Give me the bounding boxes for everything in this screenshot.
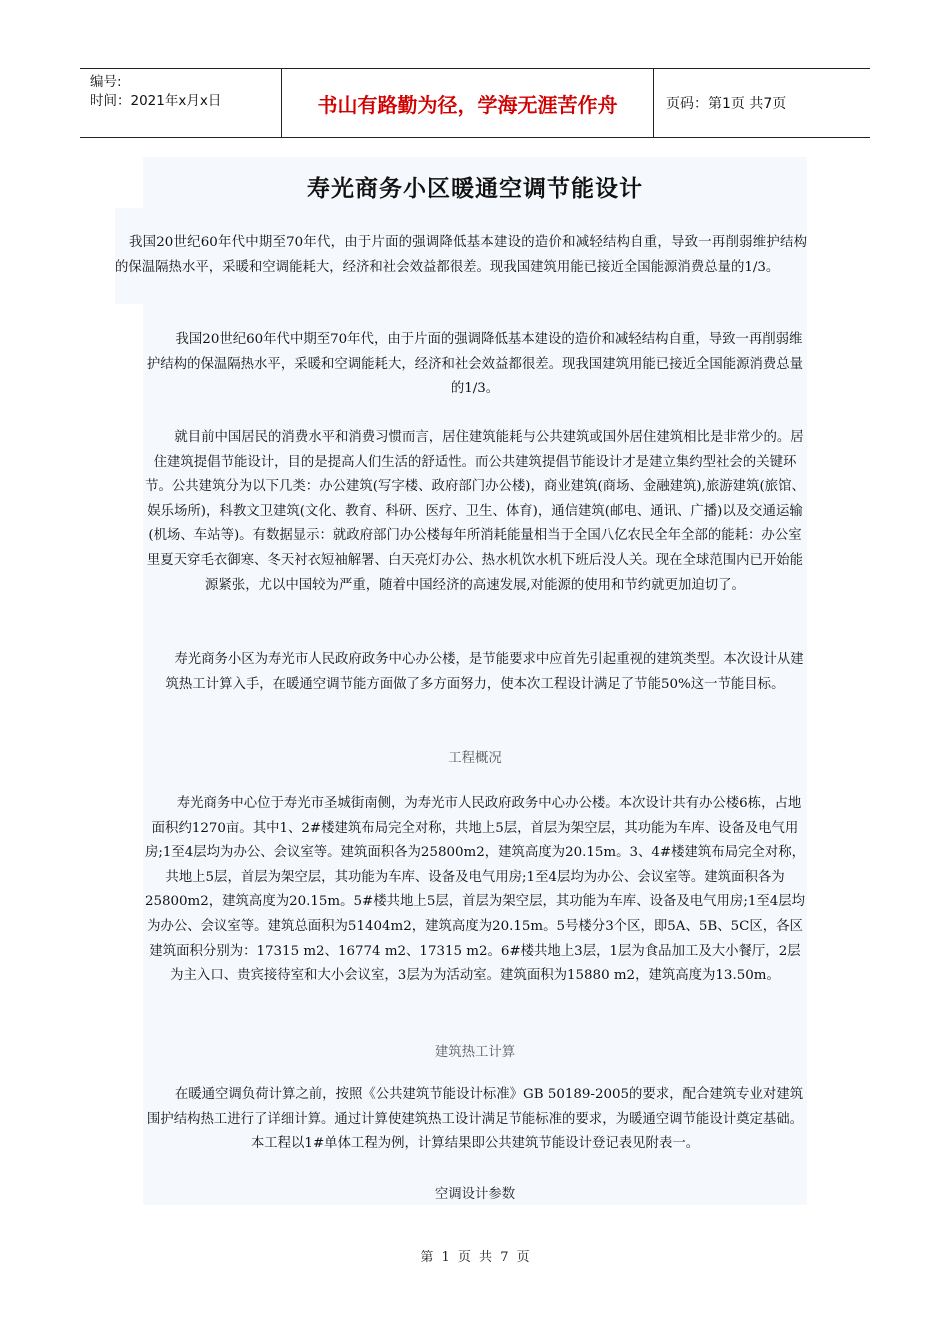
paragraph-1: 我国20世纪60年代中期至70年代，由于片面的强调降低基本建设的造价和减轻结构自重，导致一再削弱维护结构的保温隔热水平，采暖和空调能耗大，经济和社会效益都很差。现我国建筑用能已接近全国能源消费总量的1/3。 <box>115 235 807 275</box>
section-heading-thermal: 建筑热工计算 <box>434 1045 516 1060</box>
header-table <box>80 68 870 138</box>
paragraph-2: 我国20世纪60年代中期至70年代，由于片面的强调降低基本建设的造价和减轻结构自重，导致一再削弱维护结构的保温隔热水平，采暖和空调能耗大，经济和社会效益都很差。现我国建筑用能已接近全国能源消费总量的1/3。 <box>146 332 804 397</box>
document-time: 时间：2021年x月x日 <box>90 93 222 109</box>
section-heading-overview: 工程概况 <box>448 751 502 766</box>
section-heading-ac-params: 空调设计参数 <box>434 1187 516 1202</box>
header-motto: 书山有路勤为径，学海无涯苦作舟 <box>282 69 654 137</box>
paragraph-6: 在暖通空调负荷计算之前，按照《公共建筑节能设计标准》GB 50189-2005的要求，配合建筑专业对建筑围护结构热工进行了详细计算。通过计算使建筑热工设计满足节能标准的要求，为暖通空调节能设计奠定基础。本工程以1#单体工程为例，计算结果即公共建筑节能设计登记表见附表一。 <box>146 1087 804 1152</box>
header-page-number: 页码：第1页 共7页 <box>666 96 787 112</box>
document-title: 寿光商务小区暖通空调节能设计 <box>307 176 643 202</box>
paragraph-5: 寿光商务中心位于寿光市圣城街南侧，为寿光市人民政府政务中心办公楼。本次设计共有办公楼6栋，占地面积约1270亩。其中1、2#楼建筑布局完全对称，共地上5层，首层为架空层，其功能为车库、设备及电气用房;1至4层均为办公、会议室等。建筑面积各为25800m2，建筑高度为20.15m。3、4#楼建筑布局完全对称，共地上5层，首层为架空层，其功能为车库、设备及电气用房;1至4层均为办公、会议室等。建筑面积各为25800m2，建筑高度为20.15m。5#楼共地上5层，首层为架空层，其功能为车库、设备及电气用房;1至4层均为办公、会议室等。建筑总面积为51404m2，建筑高度为20.15m。5号楼分3个区，即5A、5B、5C区，各区建筑面积分别为：17315 m2、16774 m2、17315 m2。6#楼共地上3层，1层为食品加工及大小餐厅，2层为主入口、贵宾接待室和大小会议室，3层为为活动室。建筑面积为15880 m2，建筑高度为13.50m。 <box>144 796 806 984</box>
paragraph-4: 寿光商务小区为寿光市人民政府政务中心办公楼，是节能要求中应首先引起重视的建筑类型。本次设计从建筑热工计算入手，在暖通空调节能方面做了多方面努力，使本次工程设计满足了节能50%这一节能目标。 <box>165 652 804 692</box>
document-number: 编号: <box>90 74 122 90</box>
page-footer: 第 1 页 共 7 页 <box>420 1250 530 1265</box>
header-meta <box>80 69 282 137</box>
paragraph-3: 就目前中国居民的消费水平和消费习惯而言，居住建筑能耗与公共建筑或国外居住建筑相比是非常少的。居住建筑提倡节能设计，目的是提高人们生活的舒适性。而公共建筑提倡节能设计才是建立集约型社会的关键环节。公共建筑分为以下几类：办公建筑(写字楼、政府部门办公楼)，商业建筑(商场、金融建筑),旅游建筑(旅馆、娱乐场所)，科教文卫建筑(文化、教育、科研、医疗、卫生、体育)，通信建筑(邮电、通讯、广播)以及交通运输(机场、车站等)。有数据显示：就政府部门办公楼每年所消耗能量相当于全国八亿农民全年全部的能耗：办公室里夏天穿毛衣御寒、冬天衬衣短袖解署、白天亮灯办公、热水机饮水机下班后没人关。现在全球范围内已开始能源紧张，尤以中国较为严重，随着中国经济的高速发展,对能源的使用和节约就更加迫切了。 <box>145 430 805 593</box>
